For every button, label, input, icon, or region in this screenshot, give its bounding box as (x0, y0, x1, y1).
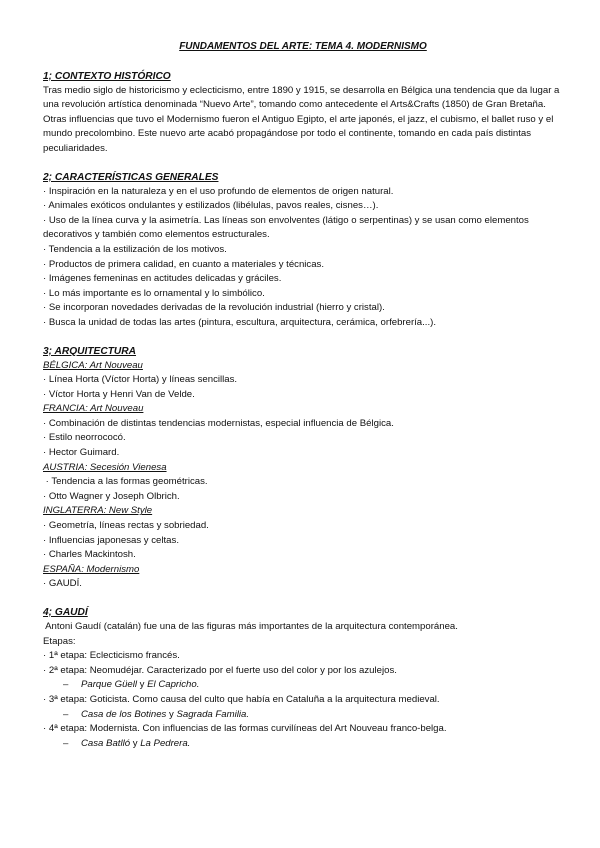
conjunction: y (130, 737, 141, 749)
list-item: · Uso de la línea curva y la asimetría. Las líneas son envolventes (látigo o serpentinas) y se usan como elementos decorativos y también como elementos estructurales. (43, 214, 529, 241)
list-item: · GAUDÍ. (43, 578, 82, 590)
section-text-contexto: Tras medio siglo de historicismo y eclecticismo, entre 1890 y 1915, se desarrolla en Bélgica una tendencia que da lugar a una revolución artística denominada “Nuevo Arte”, tomando como antecedente el Arts&Crafts (1850) de Gran Bretaña. Otras influencias que tuvo el Modernismo fueron el Antiguo Egipto, el arte japonés, el jazz, el cubismo, el ballet ruso y el mundo precolombino. Este nuevo arte acabó propagándose por todo el continente, tomando en cada país distintas peculiaridades. (43, 84, 560, 154)
work-title: Sagrada Familia. (176, 708, 249, 720)
stage-3: · 3ª etapa: Goticista. Como causa del culto que había en Cataluña a la arquitectura medieval. (43, 693, 440, 705)
list-item: · Tendencia a las formas geométricas. (43, 476, 208, 488)
dash-bullet: – (63, 708, 69, 720)
stage-4: · 4ª etapa: Modernista. Con influencias de las formas curvilíneas del Art Nouveau franco-belga. (43, 723, 447, 735)
etapas-label: Etapas: (43, 635, 76, 647)
work-title: La Pedrera. (140, 737, 191, 749)
dash-bullet: – (63, 679, 69, 691)
subheading-belgica: BÉLGICA: Art Nouveau (43, 359, 143, 371)
stage-2: · 2ª etapa: Neomudéjar. Caracterizado por el fuerte uso del color y por los azulejos. (43, 664, 397, 676)
subheading-espana: ESPAÑA: Modernismo (43, 563, 140, 575)
list-item: · Influencias japonesas y celtas. (43, 534, 179, 546)
work-title: Parque Güell (81, 679, 137, 691)
section-title-contexto: 1; CONTEXTO HISTÓRICO (43, 70, 171, 82)
list-item: · Combinación de distintas tendencias modernistas, especial influencia de Bélgica. (43, 417, 394, 429)
subheading-inglaterra: INGLATERRA: New Style (43, 505, 153, 517)
work-title: Casa Batlló (81, 737, 131, 749)
subheading-francia: FRANCIA: Art Nouveau (43, 403, 144, 415)
stage-4-works (63, 737, 563, 752)
list-item: · Geometría, líneas rectas y sobriedad. (43, 520, 209, 532)
conjunction: y (137, 679, 148, 691)
list-item: · Línea Horta (Víctor Horta) y líneas sencillas. (43, 374, 238, 386)
subheading-austria: AUSTRIA: Secesión Vienesa (43, 461, 167, 473)
gaudi-intro: Antoni Gaudí (catalán) fue una de las figuras más importantes de la arquitectura contemporánea. (43, 621, 458, 632)
list-item: · Imágenes femeninas en actitudes delicadas y gráciles. (43, 273, 282, 285)
section-title-gaudi: 4; GAUDÍ (43, 607, 88, 618)
list-item: · Charles Mackintosh. (43, 549, 136, 561)
list-item: · Se incorporan novedades derivadas de la revolución industrial (hierro y cristal). (43, 302, 385, 314)
list-item: · Otto Wagner y Joseph Olbrich. (43, 490, 180, 502)
list-item: · Inspiración en la naturaleza y en el uso profundo de elementos de origen natural. (43, 185, 394, 197)
list-item: · Busca la unidad de todas las artes (pintura, escultura, arquitectura, cerámica, orfebrería...). (43, 316, 437, 328)
list-item: · Animales exóticos ondulantes y estilizados (libélulas, pavos reales, cisnes…). (43, 200, 379, 212)
section-title-arquitectura: 3; ARQUITECTURA (43, 345, 137, 357)
list-item: · Lo más importante es lo ornamental y lo simbólico. (43, 287, 265, 299)
stage-2-works (63, 678, 563, 693)
document-page (43, 40, 563, 751)
list-item: · Hector Guimard. (43, 447, 120, 459)
list-item: · Víctor Horta y Henri Van de Velde. (43, 388, 195, 400)
list-item: · Productos de primera calidad, en cuanto a materiales y técnicas. (43, 258, 325, 270)
list-item: · Estilo neorrococó. (43, 432, 126, 444)
list-item: · Tendencia a la estilización de los motivos. (43, 243, 227, 255)
section-title-caracteristicas: 2; CARACTERÍSTICAS GENERALES (43, 171, 219, 183)
conjunction: y (166, 708, 177, 720)
document-title: FUNDAMENTOS DEL ARTE: TEMA 4. MODERNISMO (179, 41, 427, 52)
work-title: Casa de los Botines (81, 708, 167, 720)
dash-bullet: – (63, 737, 69, 749)
stage-1: · 1ª etapa: Eclecticismo francés. (43, 650, 180, 662)
work-title: El Capricho. (147, 679, 200, 691)
stage-3-works (63, 708, 563, 723)
